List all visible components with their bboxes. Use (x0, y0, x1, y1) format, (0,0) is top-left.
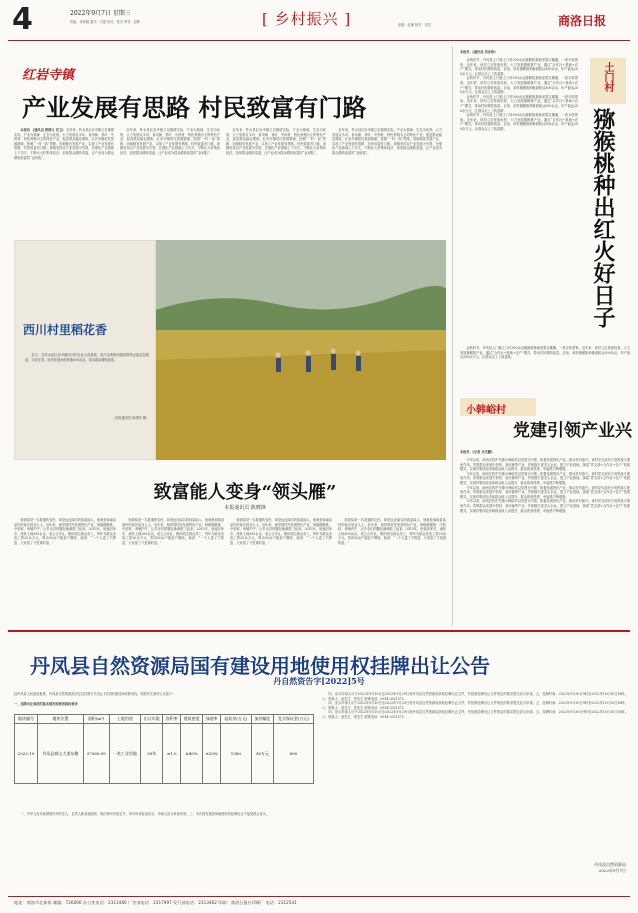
col-header: 建筑密度 (180, 715, 202, 724)
feature-body: 近年来，柞水县红岩寺镇立足镇情实际，产业为基础、生态为优势，大力发展以木耳、食用菌、茶叶、中药材、特色养殖为主的特色产业，促进群众稳定增收。红岩寺镇依托资源禀赋，按照“一村一品”思路，因地制宜发展产业，实现了产业发展有思路，村民致富有门路。该镇坚持以产业发展为引领，在强化产业基础上下功夫，不断壮大村集体经济，拓宽群众增收渠道，让产业成为群众增收致富的“金钥匙”。 (332, 128, 442, 155)
feature-body-col (332, 128, 442, 230)
story2-body-col: 他看似是一名普通的农民，却是远近闻名的致富能人，他就是商南县某村的返乡创业人士。近年来，他带领村民发展特色产业，种植猕猴桃、中药材，养殖肉牛，让乡亲们的腰包渐渐鼓了起来。2015年，他返回家乡，流转土地300余亩，成立合作社，吸纳周边群众务工，每年为群众发放工资20余万元，带动50余户脱贫户增收。他说：“一个人富了不算富，大家富了才是真的富。” (122, 518, 224, 545)
table-cell: ≤20% (203, 724, 221, 784)
header-rule (8, 40, 630, 41)
table-cell: 37560.89 (83, 724, 109, 784)
editors-credit-right: 组版：赵谦 校对：宋杰 (398, 23, 431, 27)
section-title: [ 乡村振兴 ] (262, 10, 352, 28)
footer-rule (8, 896, 630, 897)
feature-body-col (226, 128, 326, 230)
col-header: 土地用途 (109, 715, 141, 724)
table-cell: 50年 (141, 724, 163, 784)
sidebar-body: 金秋时节，丹凤县土门镇土门村300余亩猕猴桃基地里果实累累，一派丰收景象。近年来，该村立足资源优势，大力发展猕猴桃产业，通过“合作社+基地+农户”模式，带动村民增收致富。目前，该村猕猴桃种植面积达300余亩，年产值达200余万元，让群众走上了致富路。 金秋时节，丹凤县土门镇土门村300余亩猕猴桃基地里果实累累，一派丰收景象。近年来，该村立足资源优势，大力发展猕猴桃产业，通过“合作社+基地+农户”模式，带动村民增收致富。目前，该村猕猴桃种植面积达300余亩，年产值达200余万元，让群众走上了致富路。 金秋时节，丹凤县土门镇土门村300余亩猕猴桃基地里果实累累，一派丰收景象。近年来，该村立足资源优势，大力发展猕猴桃产业，通过“合作社+基地+农户”模式，带动村民增收致富。目前，该村猕猴桃种植面积达300余亩，年产值达200余万元，让群众走上了致富路。 金秋时节，丹凤县土门镇土门村300余亩猕猴桃基地里果实累累，一派丰收景象。近年来，该村立足资源优势，大力发展猕猴桃产业，通过“合作社+基地+农户”模式，带动村民增收致富。目前，该村猕猴桃种植面积达300余亩，年产值达200余万元，让群众走上了致富路。 (460, 58, 578, 131)
photo-caption-box (14, 240, 156, 460)
table-header-row (15, 715, 314, 724)
table-cell: 2022-19 (15, 724, 38, 784)
table-cell: 丹凤县商山大道东侧 (37, 724, 83, 784)
sidebar-tag-box (590, 58, 626, 104)
announcement-date: 2022年9月7日 (598, 868, 626, 873)
story2-headline: 致富能人变身“领头雁” (153, 482, 337, 503)
page-number: 4 (12, 2, 33, 37)
newspaper-logo: 商洛日报 (558, 14, 607, 28)
rice-field-photo (156, 240, 446, 460)
col-header: 竞买保证金(万元) (273, 715, 313, 724)
column-divider (452, 46, 453, 626)
sidebar-body-tail: 金秋时节，丹凤县土门镇土门村300余亩猕猴桃基地里果实累累，一派丰收景象。近年来，该村立足资源优势，大力发展猕猴桃产业，通过“合作社+基地+农户”模式，带动村民增收致富。目前，该村猕猴桃种植面积达300余亩，年产值达200余万元，让群众走上了致富路。 (460, 346, 630, 360)
table-row (15, 724, 314, 784)
sidebar-mid-tag-box (460, 398, 536, 416)
photo-caption: 近日，在柞水县红岩寺镇西川村农业示范基地，成片金黄稻田随着微风泛起层层稻浪，丰收在望。该村发展水稻种植500余亩，带动群众增收致富。 (25, 353, 149, 362)
feature-body: 近年来，柞水县红岩寺镇立足镇情实际，产业为基础、生态为优势，大力发展以木耳、食用菌、茶叶、中药材、特色养殖为主的特色产业，促进群众稳定增收。红岩寺镇依托资源禀赋，按照“一村一品”思路，因地制宜发展产业，实现了产业发展有思路，村民致富有门路。该镇坚持以产业发展为引领，在强化产业基础上下功夫，不断壮大村集体经济，拓宽群众增收渠道，让产业成为群众增收致富的“金钥匙”。 (120, 128, 220, 155)
table-cell: ≥1.0 (163, 724, 181, 784)
sidebar-mid-body: 今年以来，商州区牧护关镇小韩峪村以党建为引领，积极发展特色产业，推动乡村振兴。该村党支部充分发挥战斗堡垒作用，带领群众发展中药材、食用菌等产业，并积极引进龙头企业，建立产业基地，探索“党支部+合作社+农户”发展模式，实现村集体经济和群众收入双提升，群众的获得感、幸福感不断增强。 今年以来，商州区牧护关镇小韩峪村以党建为引领，积极发展特色产业，推动乡村振兴。该村党支部充分发挥战斗堡垒作用，带领群众发展中药材、食用菌等产业，并积极引进龙头企业，建立产业基地，探索“党支部+合作社+农户”发展模式，实现村集体经济和群众收入双提升，群众的获得感、幸福感不断增强。 今年以来，商州区牧护关镇小韩峪村以党建为引领，积极发展特色产业，推动乡村振兴。该村党支部充分发挥战斗堡垒作用，带领群众发展中药材、食用菌等产业，并积极引进龙头企业，建立产业基地，探索“党支部+合作社+农户”发展模式，实现村集体经济和群众收入双提升，群众的获得感、幸福感不断增强。 今年以来，商州区牧护关镇小韩峪村以党建为引领，积极发展特色产业，推动乡村振兴。该村党支部充分发挥战斗堡垒作用，带领群众发展中药材、食用菌等产业，并积极引进龙头企业，建立产业基地，探索“党支部+合作社+农户”发展模式，实现村集体经济和群众收入双提升，群众的获得感、幸福感不断增强。 (460, 458, 630, 513)
feature-body-col (120, 128, 220, 230)
col-header: 起始价(万元) (221, 715, 252, 724)
page-header (0, 0, 638, 40)
table-cell: 38万元 (251, 724, 273, 784)
announcement-rule (8, 630, 630, 632)
announcement-title: 丹凤县自然资源局国有建设用地使用权挂牌出让公告 (30, 654, 490, 678)
sidebar-byline: 本报讯 《通讯员 刘冰泽》 (460, 50, 498, 54)
photo-scene (156, 240, 446, 460)
sidebar-mid-headline: 党建引领产业兴 (513, 421, 632, 441)
parcel-table (14, 714, 314, 784)
feature-body: 近年来，柞水县红岩寺镇立足镇情实际，产业为基础、生态为优势，大力发展以木耳、食用菌、茶叶、中药材、特色养殖为主的特色产业，促进群众稳定增收。红岩寺镇依托资源禀赋，按照“一村一品”思路，因地制宜发展产业，实现了产业发展有思路，村民致富有门路。该镇坚持以产业发展为引领，在强化产业基础上下功夫，不断壮大村集体经济，拓宽群众增收渠道，让产业成为群众增收致富的“金钥匙”。 (226, 128, 326, 155)
feature-byline: 本报讯 《通讯员 黄晓文 肖卫》 (20, 128, 66, 132)
photo-title: 西川村里稻花香 (23, 323, 108, 337)
story2-body-col: 他看似是一名普通的农民，却是远近闻名的致富能人，他就是商南县某村的返乡创业人士。近年来，他带领村民发展特色产业，种植猕猴桃、中药材，养殖肉牛，让乡亲们的腰包渐渐鼓了起来。2015年，他返回家乡，流转土地300余亩，成立合作社，吸纳周边群众务工，每年为群众发放工资20余万元，带动50余户脱贫户增收。他说：“一个人富了不算富，大家富了才是真的富。” (338, 518, 446, 545)
story2-byline: 本报通讯员 陈晓锋 (224, 505, 266, 511)
photo-credit: （本报通讯员 杨建军 摄） (111, 416, 149, 420)
sidebar-mid-tag: 小韩峪村 (466, 405, 506, 416)
story2-body-col: 他看似是一名普通的农民，却是远近闻名的致富能人，他就是商南县某村的返乡创业人士。近年来，他带领村民发展特色产业，种植猕猴桃、中药材，养殖肉牛，让乡亲们的腰包渐渐鼓了起来。2015年，他返回家乡，流转土地300余亩，成立合作社，吸纳周边群众务工，每年为群众发放工资20余万元，带动50余户脱贫户增收。他说：“一个人富了不算富，大家富了才是真的富。” (230, 518, 332, 545)
table-cell: 690 (273, 724, 313, 784)
col-header: 地块位置 (37, 715, 83, 724)
announcement-intro: 经丹凤县人民政府批准，丹凤县自然资源局决定以挂牌方式出让1宗国有建设用地使用权。现将有关事项公告如下： (14, 692, 176, 696)
announcement-issuer: 丹凤县自然资源局 (594, 862, 626, 867)
story2-body-col: 他看似是一名普通的农民，却是远近闻名的致富能人，他就是商南县某村的返乡创业人士。近年来，他带领村民发展特色产业，种植猕猴桃、中药材，养殖肉牛，让乡亲们的腰包渐渐鼓了起来。2015年，他返回家乡，流转土地300余亩，成立合作社，吸纳周边群众务工，每年为群众发放工资20余万元，带动50余户脱贫户增收。他说：“一个人富了不算富，大家富了才是真的富。” (14, 518, 116, 545)
table-title: 一、挂牌出让地块的基本情况和规划指标要求 (14, 702, 78, 706)
table-cell: ≥40% (180, 724, 202, 784)
announcement-subtitle: 丹自然资告字[2022]5号 (273, 676, 365, 686)
sidebar-headline: 猕猴桃种出红火好日子 (590, 108, 616, 328)
col-header: 地块编号 (15, 715, 38, 724)
issue-date: 2022年9月7日 星期三 (70, 10, 131, 17)
footer-info: 地址：商洛市北新街 邮编：726000 办公室电话：2313480 广告部电话：2317997 发行部电话：2313482 印刷：商洛日报社印刷厂 电话：2312541 (14, 900, 297, 905)
announcement-right-notes: 四、竞买申请人可于2022年9月10日至2022年9月29日到丹凤县自然资源局获取挂牌出让文件，并按照挂牌出让文件规定的要求提交竞买申请。五、挂牌时间：2022年9月30日9时至2022年10月10日16时。六、联系人：赵先生、张先生 联系电话：0914-3321572 四、竞买申请人可于2022年9月10日至2022年9月29日到丹凤县自然资源局获取挂牌出让文件，并按照挂牌出让文件规定的要求提交竞买申请。五、挂牌时间：2022年9月30日9时至2022年10月10日16时。六、联系人：赵先生、张先生 联系电话：0914-3321572 四、竞买申请人可于2022年9月10日至2022年9月29日到丹凤县自然资源局获取挂牌出让文件，并按照挂牌出让文件规定的要求提交竞买申请。五、挂牌时间：2022年9月30日9时至2022年10月10日16时。六、联系人：赵先生、张先生 联系电话：0914-3321572 (322, 692, 628, 719)
table-cell: 一类工业用地 (109, 724, 141, 784)
sidebar-mid-byline: 本报讯 《记者 吕杰鹏》 (460, 450, 495, 454)
col-header: 加价幅度 (251, 715, 273, 724)
col-header: 面积(m²) (83, 715, 109, 724)
sidebar-location-tag: 土门村 (602, 62, 613, 92)
announcement-notes: 二、中华人民共和国境内外的法人、自然人和其他组织，除法律另有规定外，均可申请参加竞买，申请人应当单独申请。三、本次国有建设用地使用权挂牌出让不接受联合竞买。 (20, 812, 270, 816)
col-header: 容积率 (163, 715, 181, 724)
col-header: 绿地率 (203, 715, 221, 724)
feature-headline: 产业发展有思路 村民致富有门路 (22, 93, 367, 122)
editors-credit: 责编：李伟娟 版式：方建 校对：张芳 审签：赵辉 (70, 20, 140, 24)
feature-body: 近年来，柞水县红岩寺镇立足镇情实际，产业为基础、生态为优势，大力发展以木耳、食用菌、茶叶、中药材、特色养殖为主的特色产业，促进群众稳定增收。红岩寺镇依托资源禀赋，按照“一村一品”思路，因地制宜发展产业，实现了产业发展有思路，村民致富有门路。该镇坚持以产业发展为引领，在强化产业基础上下功夫，不断壮大村集体经济，拓宽群众增收渠道，让产业成为群众增收致富的“金钥匙”。 (14, 128, 114, 160)
feature-body-col (14, 128, 114, 230)
col-header: 出让年限 (141, 715, 163, 724)
location-tag: 红岩寺镇 (22, 68, 75, 83)
table-cell: 1380 (221, 724, 252, 784)
